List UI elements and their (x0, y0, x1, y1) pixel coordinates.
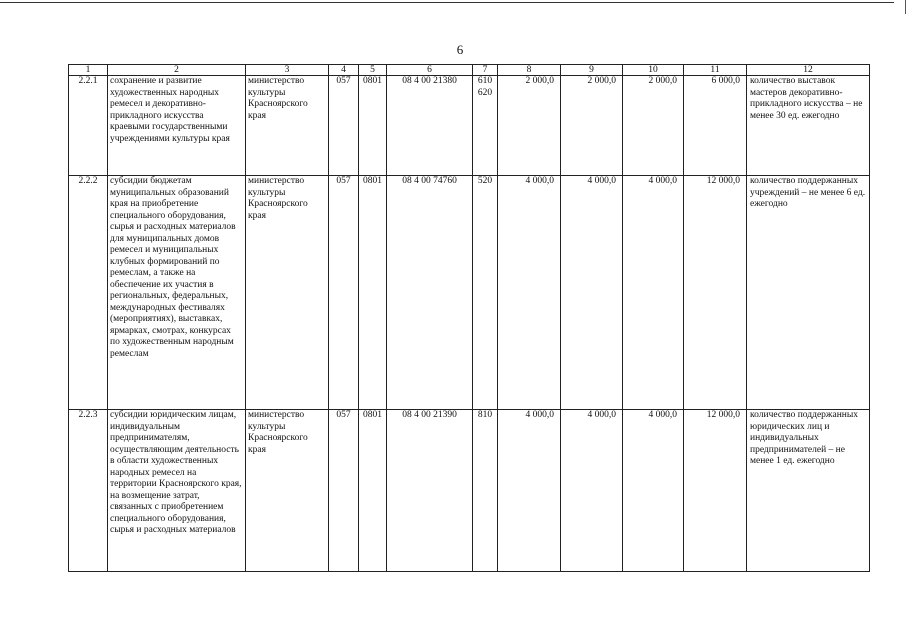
year2-cell: 4 000,0 (561, 176, 623, 410)
total-cell: 12 000,0 (684, 410, 747, 572)
row-number: 2.2.3 (69, 410, 108, 572)
total-cell: 6 000,0 (684, 76, 747, 176)
program-table (68, 64, 870, 572)
year1-cell: 4 000,0 (498, 176, 561, 410)
col-header: 7 (473, 65, 498, 76)
csr-cell: 08 4 00 21390 (387, 410, 473, 572)
grbs-cell: министерство культуры Красноярского края (246, 76, 329, 176)
rzpr-cell: 0801 (359, 410, 387, 572)
rzpr-cell: 0801 (359, 76, 387, 176)
vr-cell: 610 620 (473, 76, 498, 176)
table-row (69, 76, 870, 176)
grbs-code-cell: 057 (329, 176, 359, 410)
result-cell: количество поддержанных учреждений – не менее 6 ед. ежегодно (747, 176, 870, 410)
year3-cell: 4 000,0 (623, 176, 684, 410)
col-header: 5 (359, 65, 387, 76)
col-header: 6 (387, 65, 473, 76)
csr-cell: 08 4 00 74760 (387, 176, 473, 410)
col-header: 11 (684, 65, 747, 76)
col-header: 4 (329, 65, 359, 76)
row-number: 2.2.1 (69, 76, 108, 176)
result-cell: количество выставок мастеров декоративно-прикладного искусства – не менее 30 ед. ежегодно (747, 76, 870, 176)
vr-cell: 520 (473, 176, 498, 410)
table-row (69, 176, 870, 410)
measure-cell: субсидии бюджетам муниципальных образований края на приобретение специального оборудования, сырья и расходных материалов для муниципальных домов ремесел и муниципальных клубных формирований по ремеслам, а также на обеспечение их участия в региональных, федеральных, международных фестивалях (мероприятиях), выставках, ярмарках, смотрах, конкурсах по художественным народным ремеслам (108, 176, 246, 410)
col-header: 1 (69, 65, 108, 76)
year2-cell: 2 000,0 (561, 76, 623, 176)
page-number: 6 (456, 42, 464, 57)
header-row (69, 65, 870, 76)
rzpr-cell: 0801 (359, 176, 387, 410)
col-header: 8 (498, 65, 561, 76)
measure-cell: субсидии юридическим лицам, индивидуальным предпринимателям, осуществляющим деятельность в области художественных народных ремесел на территории Красноярского края, на возмещение затрат, связанных с приобретением специального оборудования, сырья и расходных материалов (108, 410, 246, 572)
year3-cell: 4 000,0 (623, 410, 684, 572)
row-number: 2.2.2 (69, 176, 108, 410)
total-cell: 12 000,0 (684, 176, 747, 410)
col-header: 10 (623, 65, 684, 76)
col-header: 9 (561, 65, 623, 76)
table-row (69, 410, 870, 572)
csr-cell: 08 4 00 21380 (387, 76, 473, 176)
grbs-code-cell: 057 (329, 76, 359, 176)
year1-cell: 4 000,0 (498, 410, 561, 572)
year2-cell: 4 000,0 (561, 410, 623, 572)
corner-mark (905, 0, 908, 14)
result-cell: количество поддержанных юридических лиц и индивидуальных предпринимателей – не менее 1 ед. ежегодно (747, 410, 870, 572)
year3-cell: 2 000,0 (623, 76, 684, 176)
top-border-line (0, 2, 894, 3)
col-header: 2 (108, 65, 246, 76)
col-header: 3 (246, 65, 329, 76)
measure-cell: сохранение и развитие художественных народных ремесел и декоративно-прикладного искусства краевыми государственными учреждениями культуры края (108, 76, 246, 176)
col-header: 12 (747, 65, 870, 76)
grbs-cell: министерство культуры Красноярского края (246, 176, 329, 410)
year1-cell: 2 000,0 (498, 76, 561, 176)
grbs-cell: министерство культуры Красноярского края (246, 410, 329, 572)
grbs-code-cell: 057 (329, 410, 359, 572)
vr-cell: 810 (473, 410, 498, 572)
